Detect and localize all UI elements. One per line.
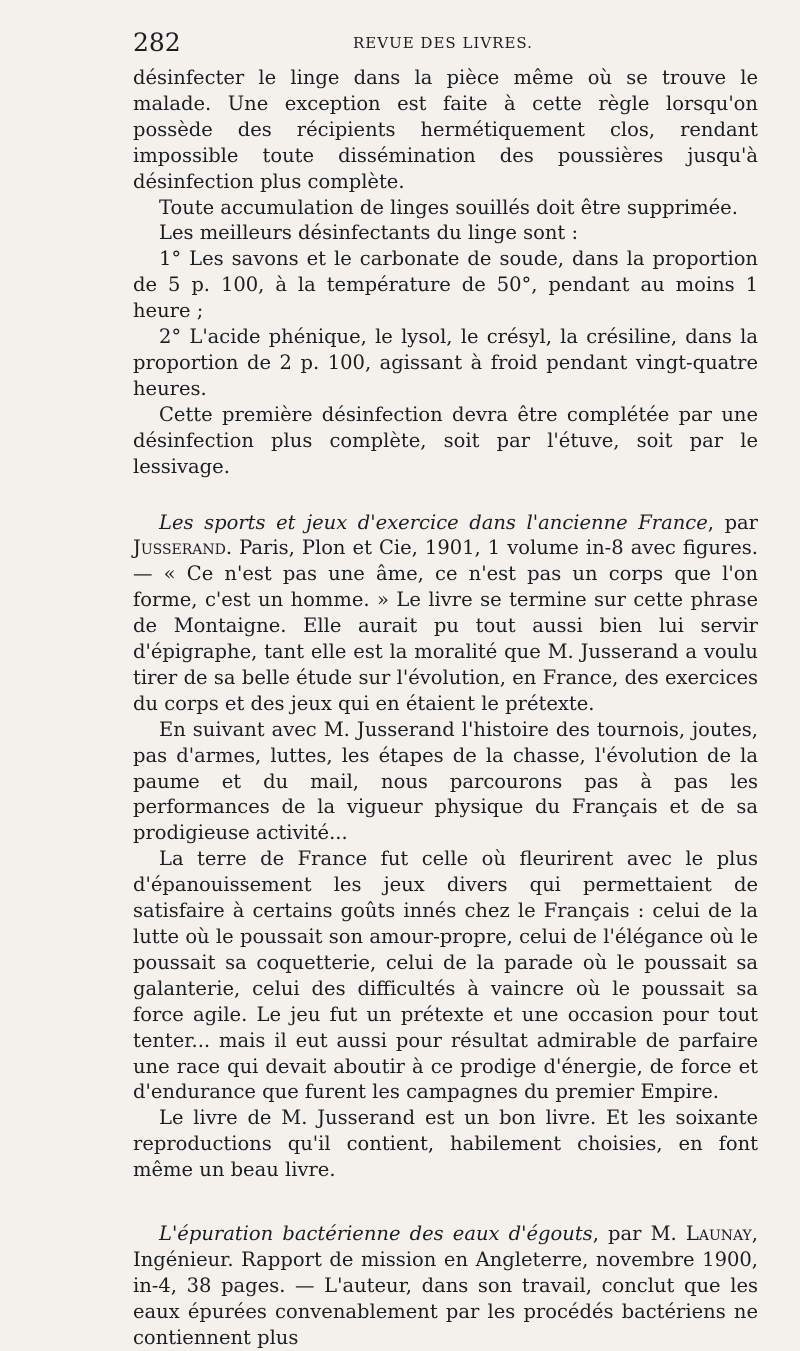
review-text: . Paris, Plon et Cie, 1901, 1 volume in-8 avec figures. — « Ce n'est pas une âme, ce n'est pas un corps que l'on forme, c'est un homme. » Le livre se termine sur cette phrase de Montaigne. Elle aurait pu tout aussi bien lui servir d'épigraphe, tant elle est la moralité que M. Jusserand a voulu tirer de sa belle étude sur l'évolution, en France, des exercices du corps et des jeux qui en étaient le prétexte. — [133, 536, 758, 715]
review-by: , par — [707, 510, 759, 534]
paragraph: En suivant avec M. Jusserand l'histoire des tournois, joutes, pas d'armes, luttes, les étapes de la chasse, l'évolution de la paume et du mail, nous parcourons pas à pas les performances de la vigueur physique du Français et de sa prodigieuse activité... — [133, 717, 758, 845]
book-title: L'épuration bactérienne des eaux d'égouts — [159, 1222, 593, 1246]
book-author: Launay — [685, 1222, 752, 1246]
book-title: Les sports et jeux d'exercice dans l'ancienne France — [159, 510, 708, 534]
paragraph: Toute accumulation de linges souillés doit être supprimée. — [159, 195, 738, 219]
paragraph: 1° Les savons et le carbonate de soude, dans la proportion de 5 p. 100, à la température de 50°, pendant au moins 1 heure ; — [133, 247, 758, 323]
page-body — [133, 65, 758, 1351]
paragraph: Les meilleurs désinfectants du linge sont : — [159, 221, 579, 245]
review-text: , Ingénieur. Rapport de mission en Angleterre, novembre 1900, in-4, 38 pages. — L'auteur, dans son travail, conclut que les eaux épurées convenablement par les procédés bactériens ne contiennent plus — [133, 1222, 758, 1349]
review-entry — [133, 510, 758, 717]
paragraph: désinfecter le linge dans la pièce même où se trouve le malade. Une exception est faite à cette règle lorsqu'on possède des récipients hermétiquement clos, rendant impossible toute dissémination des poussières jusqu'à désinfection plus complète. — [133, 66, 758, 193]
page-number: 282 — [133, 28, 181, 57]
book-author: Jusserand — [133, 536, 226, 560]
page-header — [133, 28, 763, 58]
paragraph: Le livre de M. Jusserand est un bon livre. Et les soixante reproductions qu'il contient, habilement choisies, en font même un beau livre. — [133, 1106, 758, 1182]
paragraph: La terre de France fut celle où fleurirent avec le plus d'épanouissement les jeux divers qui permettaient de satisfaire à certains goûts innés chez le Français : celui de la lutte où le poussait son amour-propre, celui de l'élégance où le poussait sa coquetterie, celui de la parade où le poussait sa galanterie, celui des difficultés à vaincre où le poussait sa force agile. Le jeu fut un prétexte et une occasion pour tout tenter... mais il eut aussi pour résultat admirable de parfaire une race qui devait aboutir à ce prodige d'énergie, de force et d'endurance que furent les campagnes du premier Empire. — [133, 847, 758, 1104]
review-entry — [133, 1221, 758, 1351]
paragraph: Cette première désinfection devra être complétée par une désinfection plus complète, soit par l'étuve, soit par le lessivage. — [133, 402, 758, 478]
running-title: REVUE DES LIVRES. — [353, 34, 533, 52]
review-by: , par M. — [592, 1222, 686, 1246]
paragraph: 2° L'acide phénique, le lysol, le crésyl, la crésiline, dans la proportion de 2 p. 100, agissant à froid pendant vingt-quatre heures. — [133, 325, 758, 400]
